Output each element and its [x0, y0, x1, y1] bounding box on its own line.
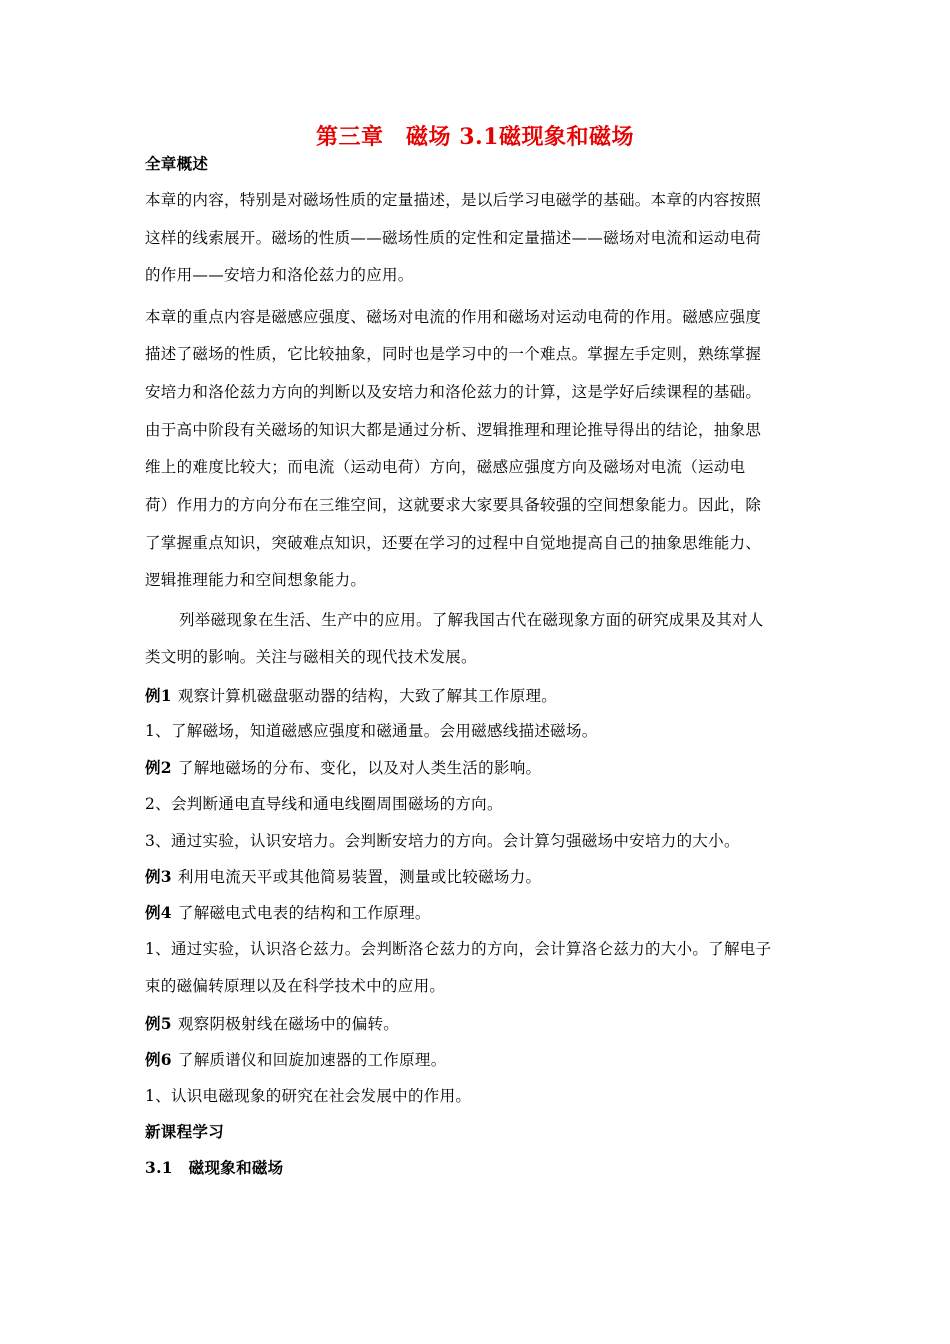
- example-2: [145, 756, 541, 778]
- requirement-3: 3、通过实验，认识安培力。会判断安培力的方向。会计算匀强磁场中安培力的大小。: [145, 832, 740, 850]
- page-title: 第三章 磁场 3.1磁现象和磁场: [316, 124, 634, 150]
- example-2-text: 了解地磁场的分布、变化，以及对人类生活的影响。: [177, 759, 542, 777]
- example-5-text: 观察阴极射线在磁场中的偏转。: [177, 1015, 400, 1033]
- example-3: [145, 865, 541, 887]
- example-2-label: 例2: [145, 758, 172, 777]
- example-6: [145, 1048, 447, 1070]
- example-5-label: 例5: [145, 1014, 172, 1033]
- example-6-label: 例6: [145, 1050, 172, 1069]
- paragraph-2-line-8: 逻辑推理能力和空间想象能力。: [145, 571, 367, 589]
- paragraph-2-line-5: 维上的难度比较大；而电流（运动电荷）方向，磁感应强度方向及磁场对电流（运动电: [145, 458, 746, 476]
- paragraph-2-line-1: 本章的重点内容是磁感应强度、磁场对电流的作用和磁场对运动电荷的作用。磁感应强度: [145, 308, 762, 326]
- example-5: [145, 1012, 399, 1034]
- example-3-label: 例3: [145, 867, 172, 886]
- example-1-label: 例1: [145, 686, 172, 705]
- paragraph-1-line-3: 的作用——安培力和洛伦兹力的应用。: [145, 266, 414, 284]
- paragraph-2-line-3: 安培力和洛伦兹力方向的判断以及安培力和洛伦兹力的计算，这是学好后续课程的基础。: [145, 383, 762, 401]
- overview-heading: 全章概述: [145, 154, 209, 173]
- requirement-1: 1、了解磁场，知道磁感应强度和磁通量。会用磁感线描述磁场。: [145, 722, 598, 740]
- new-course-heading: 新课程学习: [145, 1122, 225, 1141]
- example-4-text: 了解磁电式电表的结构和工作原理。: [177, 904, 431, 922]
- example-4-label: 例4: [145, 903, 172, 922]
- example-6-text: 了解质谱仪和回旋加速器的工作原理。: [177, 1051, 447, 1069]
- example-3-text: 利用电流天平或其他简易装置，测量或比较磁场力。: [177, 868, 542, 886]
- section-heading: 3.1 磁现象和磁场: [145, 1158, 284, 1177]
- example-1: [145, 684, 557, 706]
- paragraph-3-line-1: 列举磁现象在生活、生产中的应用。了解我国古代在磁现象方面的研究成果及其对人: [179, 611, 764, 629]
- paragraph-2-line-7: 了掌握重点知识，突破难点知识，还要在学习的过程中自觉地提高自己的抽象思维能力、: [145, 534, 762, 552]
- paragraph-1-line-1: 本章的内容，特别是对磁场性质的定量描述，是以后学习电磁学的基础。本章的内容按照: [145, 191, 762, 209]
- paragraph-2-line-2: 描述了磁场的性质，它比较抽象，同时也是学习中的一个难点。掌握左手定则，熟练掌握: [145, 345, 762, 363]
- example-1-text: 观察计算机磁盘驱动器的结构，大致了解其工作原理。: [177, 687, 558, 705]
- requirement-4-line-1: 1、通过实验，认识洛仑兹力。会判断洛仑兹力的方向，会计算洛仑兹力的大小。了解电子: [145, 940, 772, 958]
- requirement-4-line-2: 束的磁偏转原理以及在科学技术中的应用。: [145, 977, 446, 995]
- requirement-5: 1、认识电磁现象的研究在社会发展中的作用。: [145, 1087, 472, 1105]
- example-4: [145, 901, 431, 923]
- requirement-2: 2、会判断通电直导线和通电线圈周围磁场的方向。: [145, 795, 503, 813]
- paragraph-2-line-6: 荷）作用力的方向分布在三维空间，这就要求大家要具备较强的空间想象能力。因此，除: [145, 496, 762, 514]
- paragraph-1-line-2: 这样的线索展开。磁场的性质——磁场性质的定性和定量描述——磁场对电流和运动电荷: [145, 229, 762, 247]
- paragraph-3-line-2: 类文明的影响。关注与磁相关的现代技术发展。: [145, 648, 477, 666]
- paragraph-2-line-4: 由于高中阶段有关磁场的知识大都是通过分析、逻辑推理和理论推导得出的结论，抽象思: [145, 421, 762, 439]
